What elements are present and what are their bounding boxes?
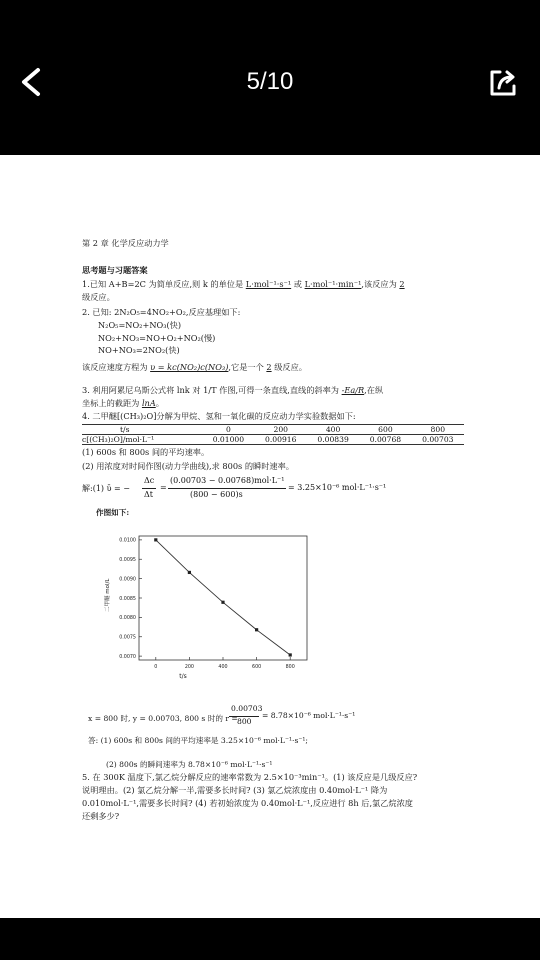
viewer-top-bar (0, 0, 540, 155)
q1-text-a: 1.已知 A+B=2C 为简单反应,则 k 的单位是 (82, 279, 244, 289)
q1-blank-2: L·mol⁻¹·min⁻¹ (304, 279, 362, 289)
x-tick-label: 800 (285, 665, 295, 670)
rate-equation: υ = kc(NO₂)c(NO₃) (150, 362, 229, 372)
inst-result: = 8.78×10⁻⁶ mol·L⁻¹·s⁻¹ (262, 711, 356, 720)
table-row (82, 435, 464, 445)
question-5-line-2: 说明理由。(2) 氯乙烷分解一半,需要多长时间? (3) 氯乙烷浓度由 0.40mol·L⁻¹ 降为 (82, 785, 388, 795)
fraction-bar (142, 488, 156, 489)
q1-or: 或 (293, 279, 302, 289)
equals-sign: = (160, 483, 167, 492)
page-indicator: 5/10 (246, 68, 294, 95)
q3-text-a: 3. 利用阿累尼乌斯公式将 lnk 对 1/T 作图,可得一条直线,直线的斜率为 (82, 385, 339, 395)
q3-text-b: ,在纵 (364, 385, 384, 395)
plot-frame (139, 536, 307, 660)
table-cell: 0.00703 (412, 435, 464, 445)
data-point (289, 653, 292, 656)
plot-caption: 作图如下: (96, 508, 130, 517)
fraction-bar (168, 488, 286, 489)
data-point (255, 628, 258, 631)
question-4-part-1: (1) 600s 和 800s 间的平均速率。 (82, 447, 210, 457)
x-tick-label: 200 (184, 665, 194, 670)
y-tick-label: 0.0095 (119, 558, 136, 564)
share-button[interactable] (486, 66, 520, 100)
share-icon (486, 66, 520, 100)
question-5-line-4: 还剩多少? (82, 811, 120, 821)
answer-1: 答: (1) 600s 和 800s 间的平均速率是 3.25×10⁻⁶ mol·L⁻¹·s⁻¹; (88, 736, 308, 745)
table-row (82, 425, 464, 435)
inst-denominator: 800 (237, 717, 252, 726)
question-4: 4. 二甲醚[(CH₃)₂O]分解为甲烷、氢和一氧化碳的反应动力学实验数据如下: (82, 411, 356, 421)
question-3-cont (82, 398, 164, 409)
mechanism-step: NO₂+NO₃=NO+O₂+NO₂(慢) (98, 333, 216, 343)
kinetics-data-table (82, 424, 464, 445)
table-cell: 400 (307, 425, 359, 435)
mechanism-step: N₂O₅=NO₂+NO₃(快) (98, 320, 182, 330)
table-row-label: t/s (82, 425, 202, 435)
table-cell: 200 (255, 425, 307, 435)
q2-rate-line (82, 362, 307, 373)
solution-result: = 3.25×10⁻⁶ mol·L⁻¹·s⁻¹ (288, 483, 387, 492)
x-tick-label: 400 (218, 665, 228, 670)
data-point (154, 538, 157, 541)
viewer-bottom-bar (0, 918, 540, 960)
series-line (156, 540, 290, 655)
q2-rate-text-c: 级反应。 (274, 362, 307, 372)
solution-denominator: (800 − 600)s (190, 490, 243, 499)
instantaneous-rate-line: x = 800 时, y = 0.00703, 800 s 时的 r = (88, 714, 238, 723)
data-point (188, 571, 191, 574)
y-tick-label: 0.0100 (119, 538, 136, 544)
kinetics-curve-chart (95, 530, 315, 685)
table-cell: 0 (202, 425, 254, 435)
q2-rate-text-a: 该反应速度方程为 (82, 362, 148, 372)
answer-2: (2) 800s 的瞬间速率为 8.78×10⁻⁶ mol·L⁻¹·s⁻¹ (106, 760, 273, 769)
question-5-line-1: 5. 在 300K 温度下,氯乙烷分解反应的速率常数为 2.5×10⁻³min⁻¹。(1) 该反应是几级反应? (82, 772, 418, 782)
q3-text-c: 坐标上的截距为 (82, 398, 140, 408)
mechanism-step: NO+NO₃=2NO₂(快) (98, 345, 180, 355)
y-tick-label: 0.0075 (119, 635, 136, 641)
table-cell: 0.00916 (255, 435, 307, 445)
x-tick-label: 0 (154, 665, 158, 670)
q3-slope-blank: -Ea/R (341, 385, 365, 395)
table-cell: 0.00839 (307, 435, 359, 445)
y-tick-label: 0.0080 (119, 616, 136, 622)
data-point (221, 601, 224, 604)
question-4-part-2: (2) 用浓度对时间作图(动力学曲线),求 800s 的瞬时速率。 (82, 461, 294, 471)
inst-numerator: 0.00703 (231, 704, 263, 713)
section-title: 思考题与习题答案 (82, 265, 148, 275)
q1-text-b: ,该反应为 (361, 279, 397, 289)
y-axis-label: 二甲醚 mol/L (105, 578, 111, 612)
chapter-heading: 第 2 章 化学反应动力学 (82, 238, 169, 248)
question-5-line-3: 0.010mol·L⁻¹,需要多长时间? (4) 若初始浓度为 0.40mol·L⁻¹,反应进行 8h 后,氯乙烷浓度 (82, 798, 413, 808)
q3-intercept-blank: lnA (141, 398, 156, 408)
q1-blank-1: L·mol⁻¹·s⁻¹ (245, 279, 292, 289)
q2-blank: 2 (266, 362, 272, 372)
q3-text-d: 。 (155, 398, 164, 408)
table-cell: 800 (412, 425, 464, 435)
q1-text-c: 级反应。 (82, 292, 115, 302)
q2-rate-text-b: ,它是一个 (228, 362, 264, 372)
question-2: 2. 已知: 2N₂O₅=4NO₂+O₂,反应基理如下: (82, 307, 241, 317)
y-tick-label: 0.0085 (119, 596, 136, 602)
solution-numerator: (0.00703 − 0.00768)mol·L⁻¹ (170, 476, 285, 485)
question-1 (82, 279, 405, 290)
delta-t: Δt (144, 490, 153, 499)
table-cell: 0.01000 (202, 435, 254, 445)
y-tick-label: 0.0090 (119, 577, 136, 583)
solution-label: 解:(1) ῡ = − (82, 484, 130, 493)
question-3 (82, 385, 383, 396)
table-cell: 0.00768 (359, 435, 411, 445)
table-row-label: c[(CH₃)₂O]/mol·L⁻¹ (82, 435, 202, 445)
delta-c: Δc (144, 476, 155, 485)
x-tick-label: 600 (252, 665, 262, 670)
table-cell: 600 (359, 425, 411, 435)
x-axis-label: t/s (179, 673, 187, 680)
q1-blank-3: 2 (399, 279, 405, 289)
y-tick-label: 0.0070 (119, 654, 136, 660)
